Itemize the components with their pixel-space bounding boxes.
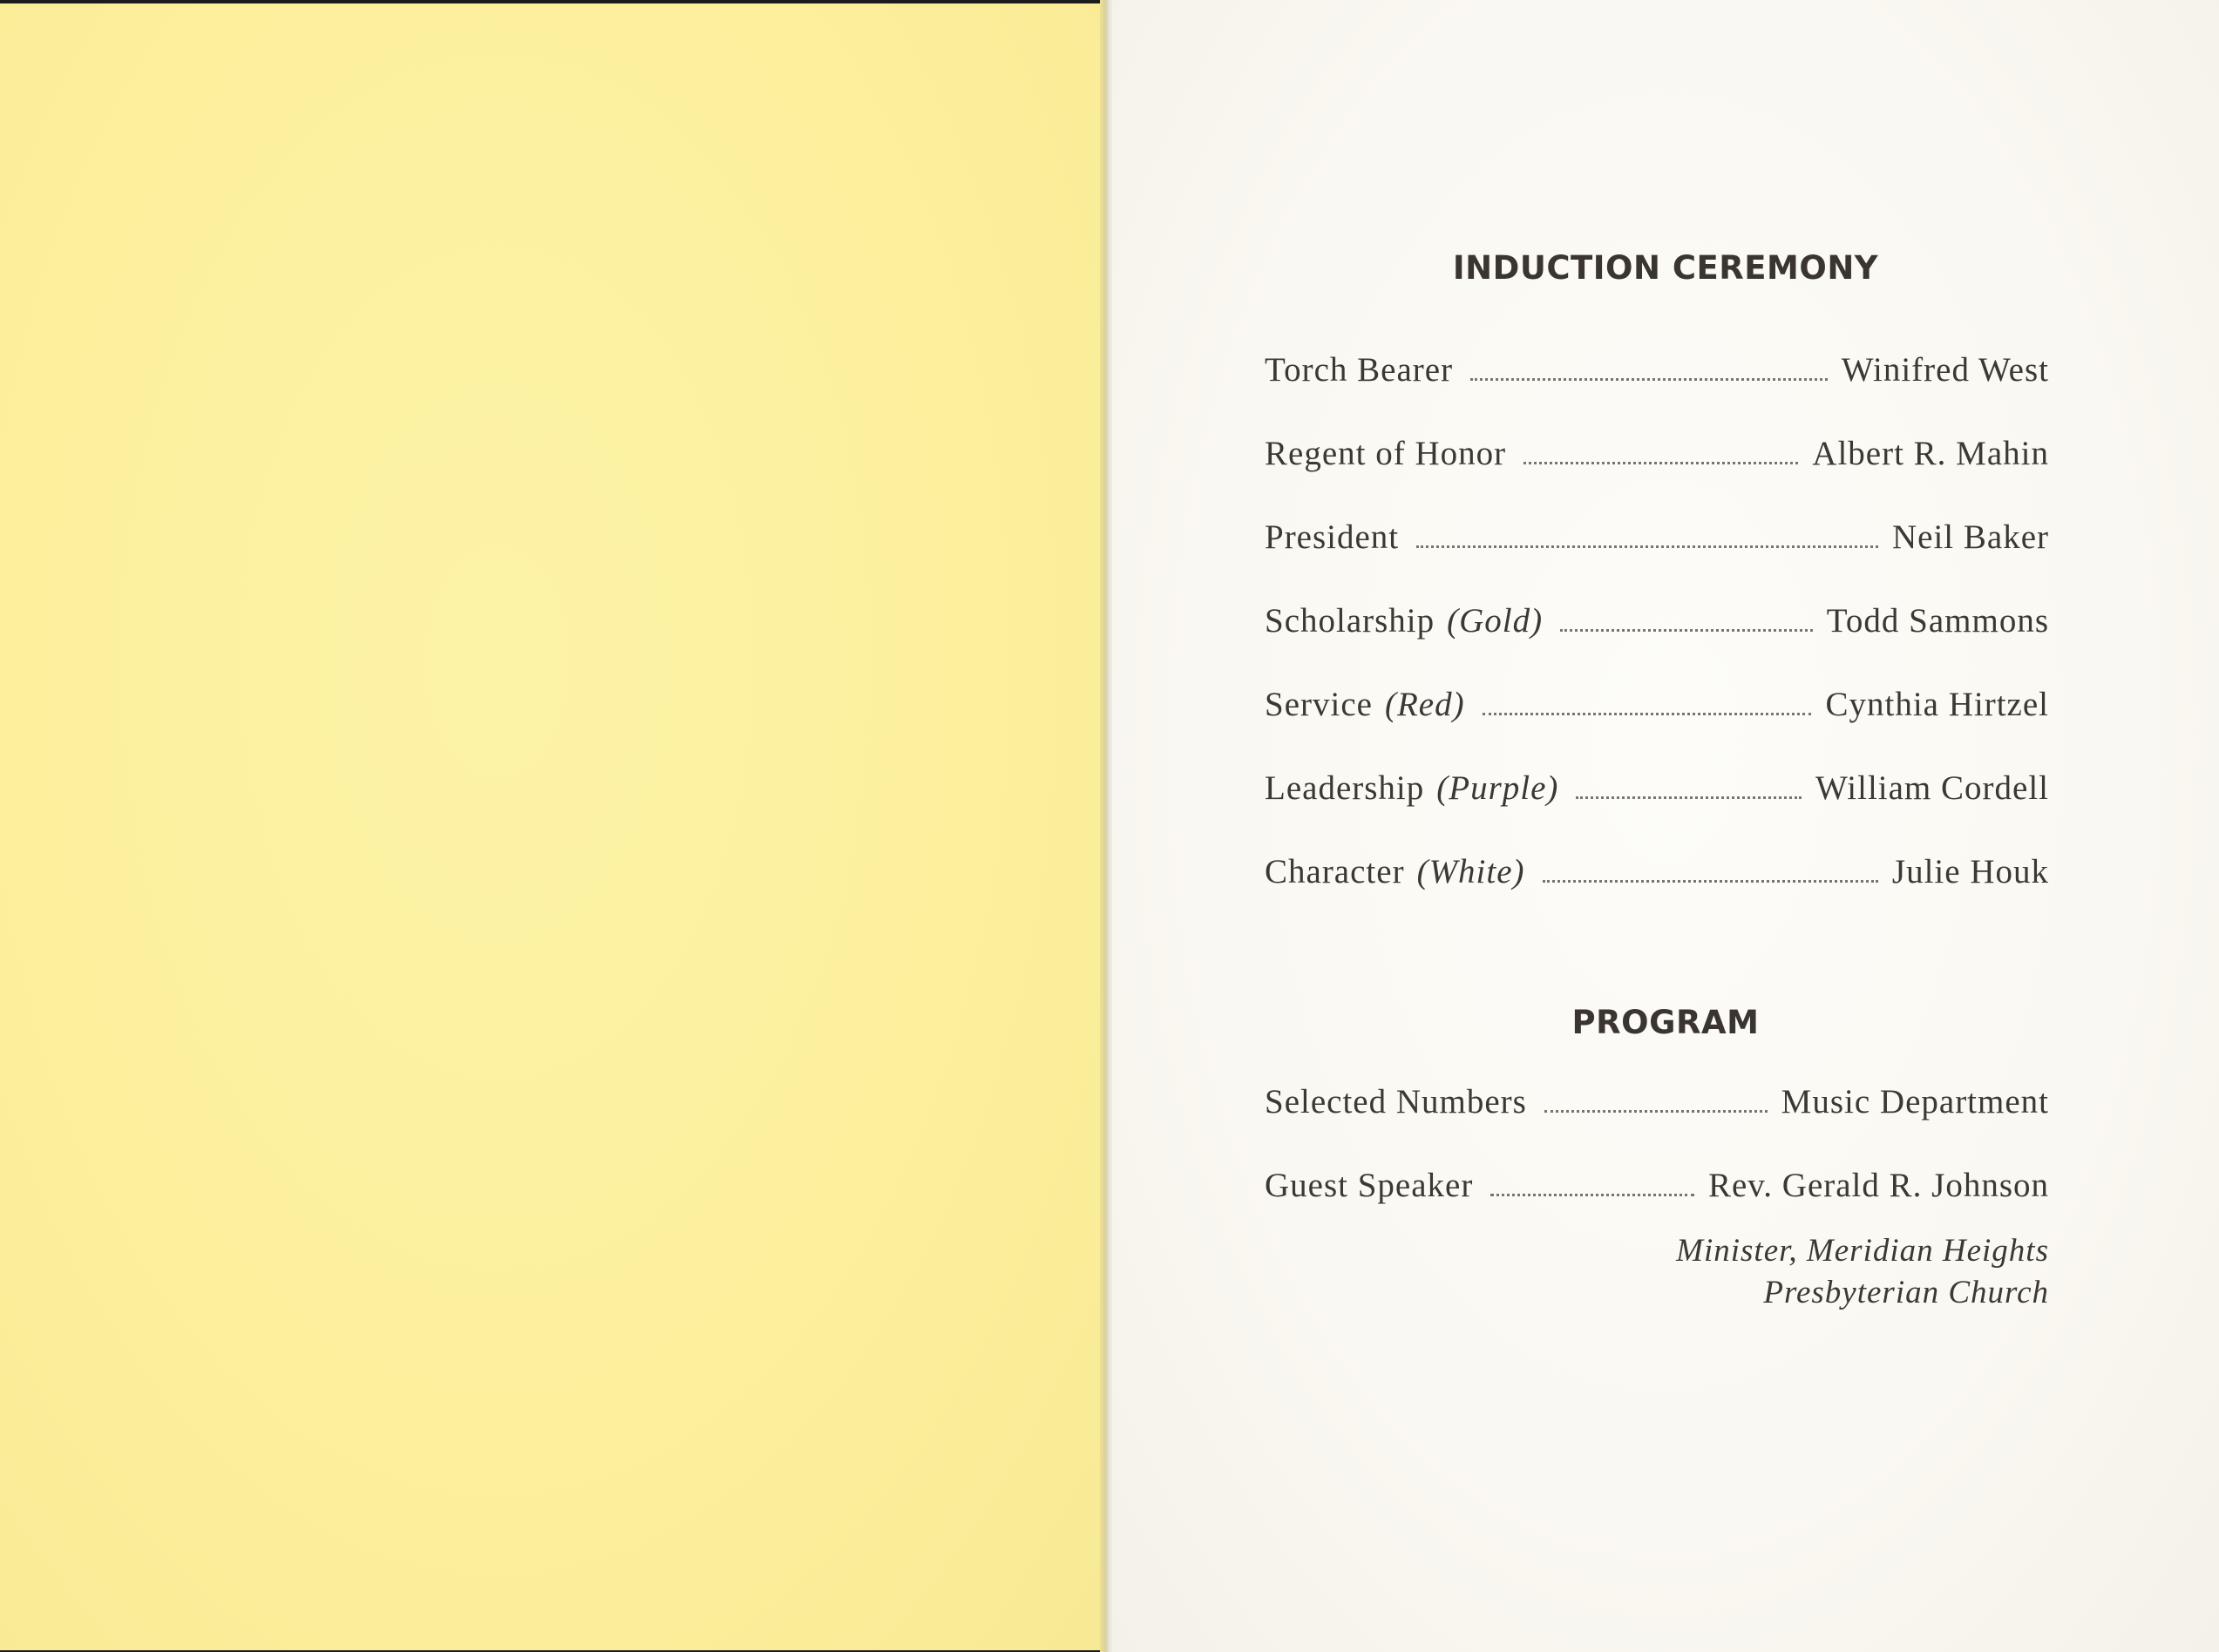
role-label: Leadership (Purple) <box>1265 769 1559 807</box>
speaker-name: Rev. Gerald R. Johnson <box>1707 1167 2049 1204</box>
role-color: (Purple) <box>1436 769 1559 807</box>
role-color: (Gold) <box>1447 602 1544 640</box>
role-label: Regent of Honor <box>1265 435 1507 472</box>
bleed-through-text <box>401 1293 662 1319</box>
left-page-cover-back <box>0 3 1105 1650</box>
bleed-through-text <box>227 579 872 639</box>
induction-row-service <box>1265 687 2049 724</box>
right-page-program <box>1112 0 2219 1652</box>
participant-name: William Cordell <box>1815 769 2049 807</box>
role-color: (Red) <box>1384 686 1465 723</box>
induction-row-scholarship <box>1265 603 2049 640</box>
induction-row-torch-bearer <box>1265 352 2049 389</box>
role-label: Torch Bearer <box>1265 351 1454 389</box>
speaker-title-line-1: Minister, Meridian Heights <box>1676 1233 2049 1269</box>
participant-name: Albert R. Mahin <box>1812 435 2049 472</box>
participant-name: Julie Houk <box>1891 853 2049 890</box>
dot-leader <box>1543 880 1878 883</box>
performer-name: Music Department <box>1781 1083 2049 1121</box>
participant-name: Neil Baker <box>1891 518 2049 556</box>
participant-name: Todd Sammons <box>1826 602 2049 640</box>
program-heading: PROGRAM <box>1571 1004 1760 1041</box>
dot-leader <box>1470 378 1828 381</box>
role-label: President <box>1265 518 1400 556</box>
dot-leader <box>1490 1194 1694 1196</box>
program-item-label: Guest Speaker <box>1265 1167 1474 1204</box>
induction-ceremony-heading: INDUCTION CEREMONY <box>1452 249 1879 287</box>
participant-name: Winifred West <box>1841 351 2049 389</box>
dot-leader <box>1483 713 1812 715</box>
induction-row-character <box>1265 854 2049 891</box>
role-label: Scholarship (Gold) <box>1265 602 1544 640</box>
program-row-guest-speaker <box>1265 1168 2049 1205</box>
dot-leader <box>1576 796 1802 799</box>
induction-row-regent-of-honor <box>1265 436 2049 473</box>
participant-name: Cynthia Hirtzel <box>1825 686 2049 723</box>
dot-leader <box>1560 629 1813 632</box>
dot-leader <box>1416 545 1878 548</box>
program-item-label: Selected Numbers <box>1265 1083 1527 1121</box>
program-row-selected-numbers <box>1265 1084 2049 1121</box>
bleed-through-text <box>227 692 872 738</box>
role-label: Character (White) <box>1265 853 1525 890</box>
role-label: Service (Red) <box>1265 686 1465 723</box>
speaker-title-line-2: Presbyterian Church <box>1763 1275 2049 1310</box>
induction-row-president <box>1265 519 2049 557</box>
role-color: (White) <box>1416 853 1525 890</box>
bleed-through-text <box>227 335 872 379</box>
dot-leader <box>1544 1110 1768 1113</box>
dot-leader <box>1523 462 1798 464</box>
induction-row-leadership <box>1265 770 2049 808</box>
